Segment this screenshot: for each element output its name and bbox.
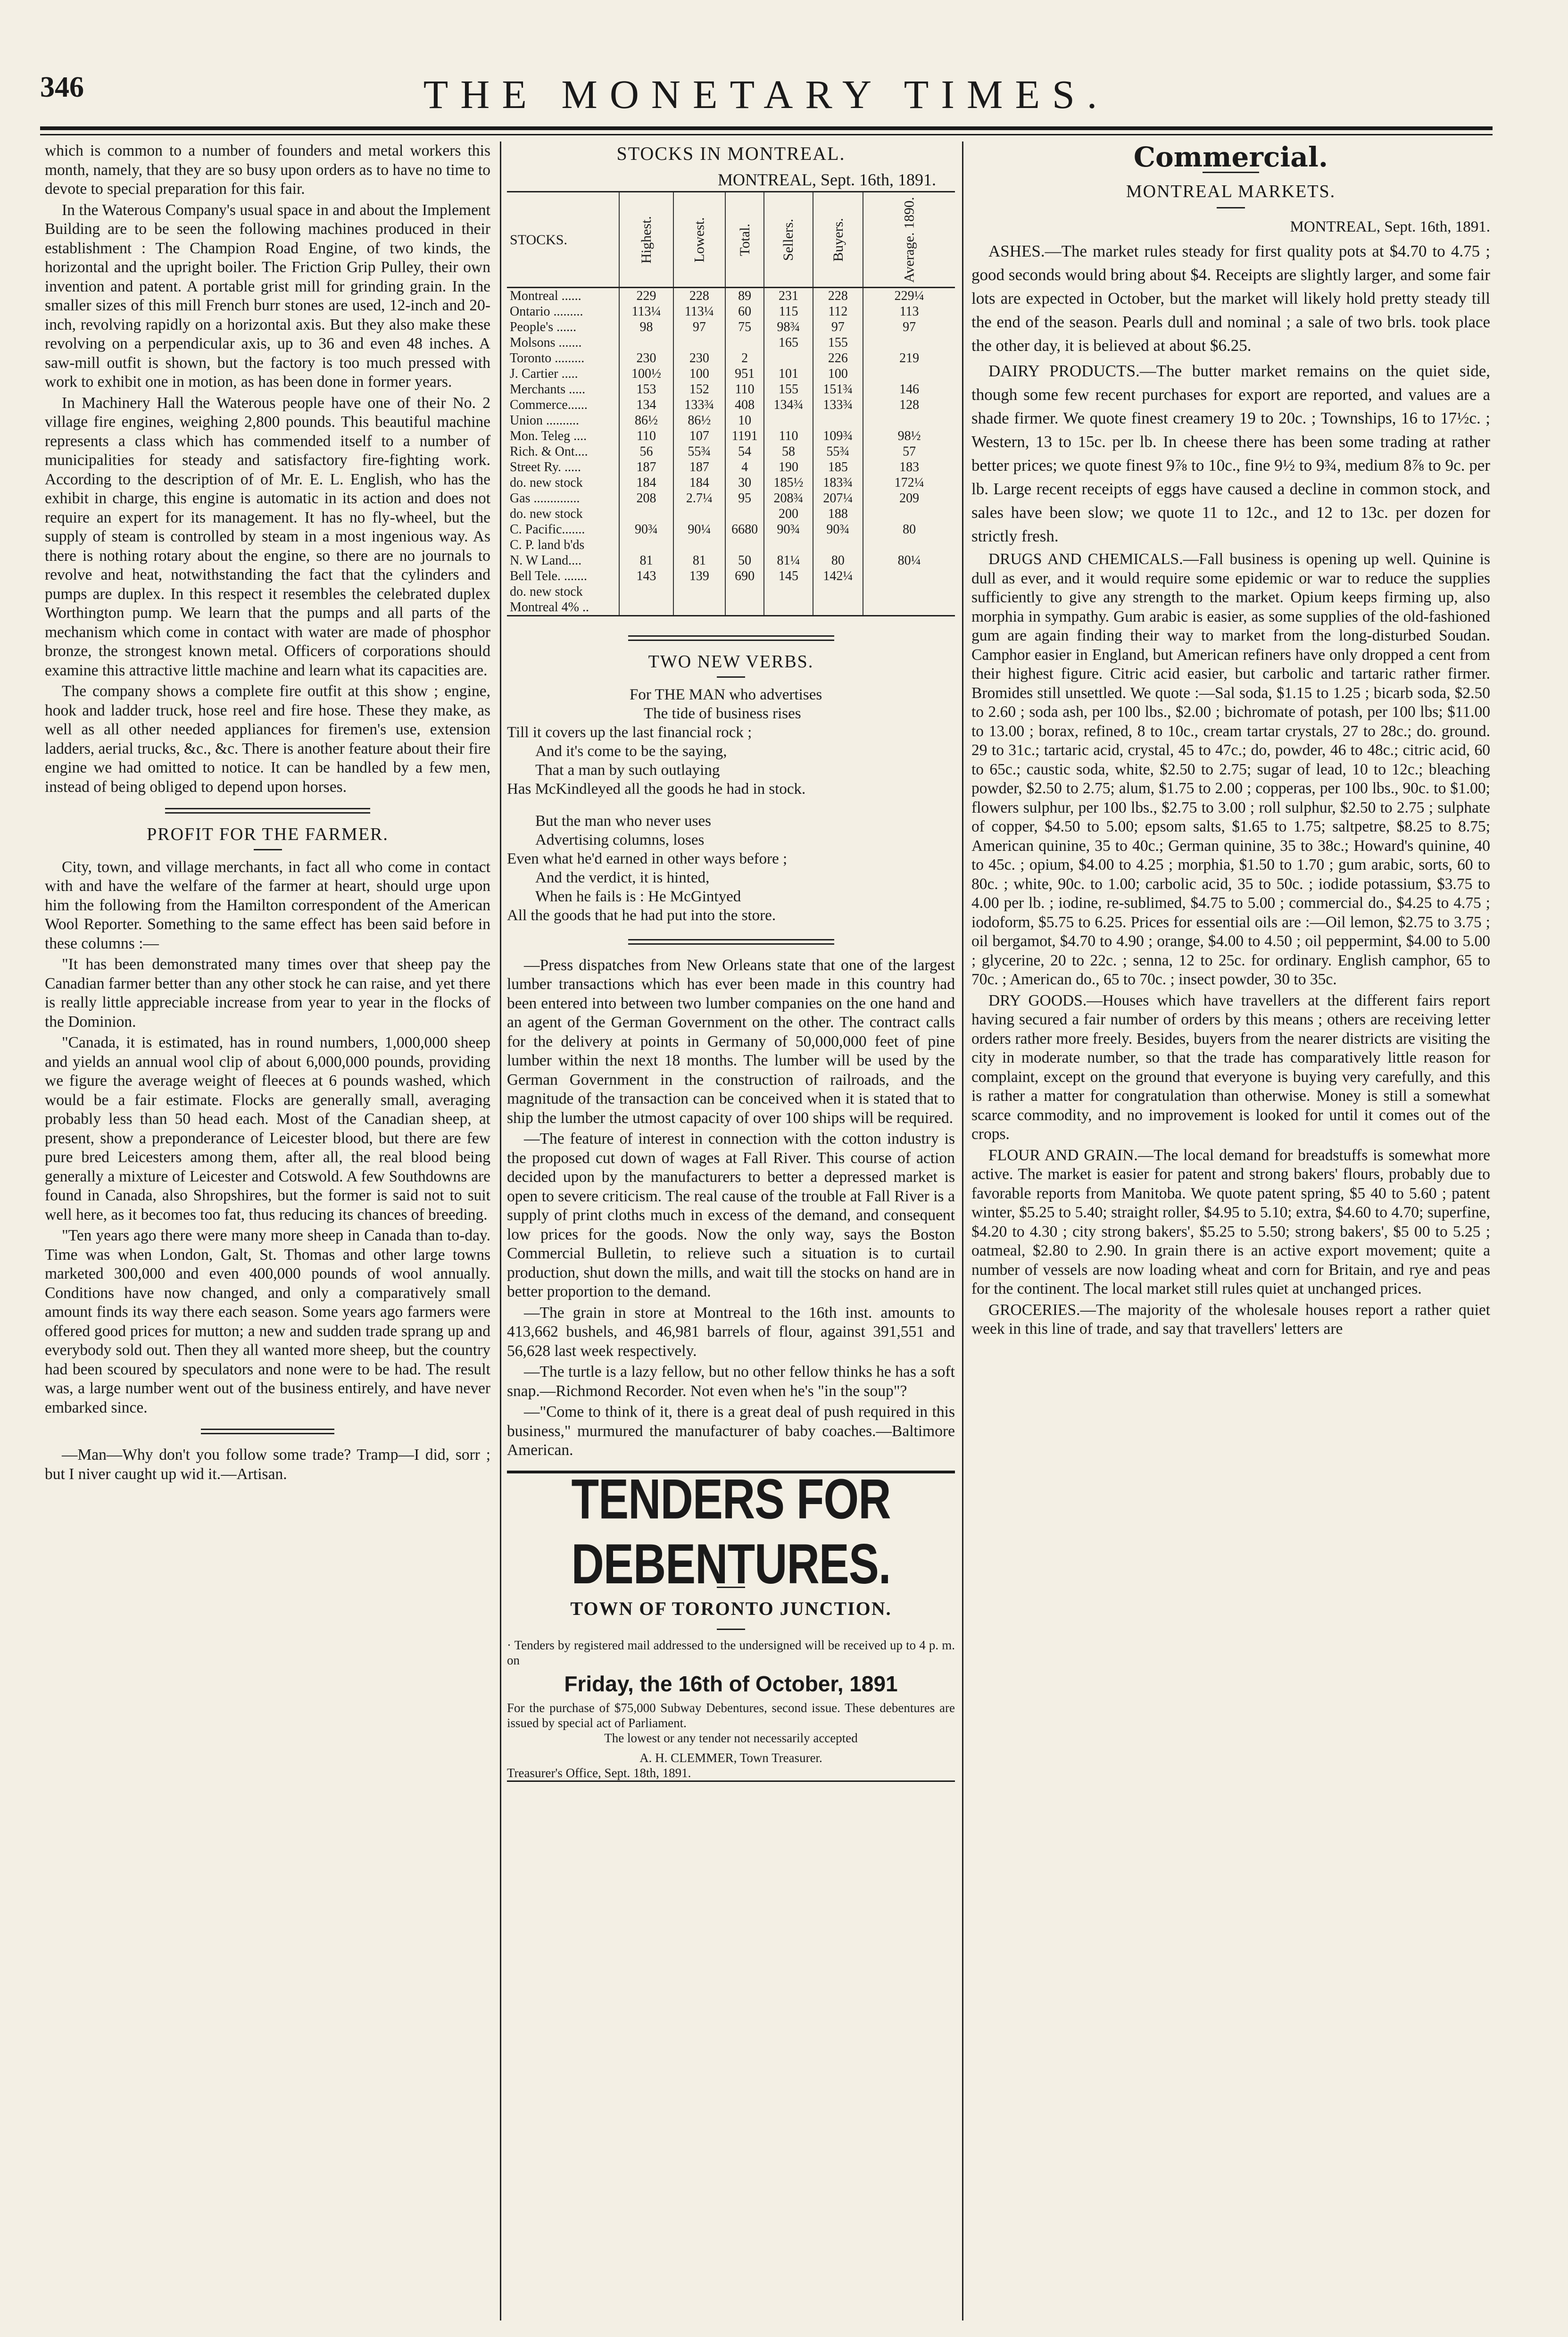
stock-value-cell: 155 — [764, 382, 813, 397]
short-rule — [717, 676, 745, 678]
column-3 — [971, 141, 1490, 1341]
stock-value-cell: 90¾ — [619, 522, 673, 537]
poem-line — [507, 798, 955, 812]
poem-line: And it's come to be the saying, — [535, 742, 727, 760]
section-heading-commercial: Commercial. — [1133, 141, 1328, 173]
news-paragraph: —The feature of interest in connection with the cotton industry is the proposed cut down of wages at Fall River. This course of action decided upon by the manufacturers to better a depressed market is open to severe criticism. The real cause of the trouble at Fall River is a supply of print cloths much in excess of the demand, and consequent low prices for the goods. Now the only way, says the Boston Commercial Bulletin, to relieve such a situation is to curtail production, shut down the mills, and wait till the stocks on hand are in better proportion to the demand. — [507, 1130, 955, 1300]
stock-value-cell: 97 — [863, 319, 955, 335]
stock-name-cell: Montreal ...... — [510, 289, 581, 303]
stocks-date: MONTREAL, Sept. 16th, 1891. — [718, 170, 936, 189]
stock-row — [507, 491, 955, 506]
stock-value-cell: 90¾ — [764, 522, 813, 537]
stock-value-cell: 109¾ — [813, 428, 863, 444]
stock-value-cell: 208¾ — [764, 491, 813, 506]
stock-value-cell — [619, 537, 673, 553]
stock-value-cell: 100 — [673, 366, 725, 382]
stock-name-cell: Merchants ..... — [510, 382, 586, 397]
market-date: MONTREAL, Sept. 16th, 1891. — [1290, 218, 1490, 235]
article-paragraph: In the Waterous Company's usual space in and about the Implement Building are to be seen the following machines produced in their establishment : The Champion Road Engine, of two kinds, the horizontal and the upright boiler. The Friction Grip Pulley, their own invention and patent. A portable grist mill for grinding grain. In the smaller sizes of this mill French burr stones are used, 12-inch and 20-inch, revolving rapidly on a horizontal axis. But they also make these revolving on a perpendicular axis, up to 36 and even 48 inches. A saw-mill outfit is shown, but the factory is too much pressed with work to exhibit one in motion, as has been done in former years. — [45, 201, 490, 391]
stock-row — [507, 599, 955, 616]
column-header: Highest. — [619, 192, 673, 288]
stock-value-cell — [863, 335, 955, 350]
ad-signer: A. H. CLEMMER, Town Treasurer. — [639, 1750, 822, 1765]
stock-name-cell: N. W Land.... — [510, 553, 582, 568]
stock-value-cell: 134¾ — [764, 397, 813, 413]
stock-value-cell: 110 — [764, 428, 813, 444]
stock-name-cell: do. new stock — [510, 584, 583, 599]
header-rule-thin — [40, 134, 1493, 135]
stock-value-cell — [813, 537, 863, 553]
stock-row — [507, 319, 955, 335]
poem-line: All the goods that he had put into the store. — [507, 907, 776, 924]
stock-value-cell: 188 — [813, 506, 863, 522]
stock-name-cell: People's ...... — [510, 320, 577, 334]
stock-value-cell: 145 — [764, 568, 813, 584]
stock-value-cell: 90¾ — [813, 522, 863, 537]
ad-date: Friday, the 16th of October, 1891 — [564, 1672, 898, 1696]
stock-value-cell: 55¾ — [813, 444, 863, 459]
stock-value-cell: 133¾ — [813, 397, 863, 413]
stock-value-cell: 54 — [725, 444, 764, 459]
stock-value-cell — [673, 584, 725, 599]
stock-value-cell: 185½ — [764, 475, 813, 491]
stock-value-cell: 89 — [725, 288, 764, 304]
stock-value-cell: 86½ — [673, 413, 725, 428]
stock-value-cell: 110 — [619, 428, 673, 444]
stock-value-cell: 408 — [725, 397, 764, 413]
article-paragraph: In Machinery Hall the Waterous people have one of their No. 2 village fire engines, weighing 2,800 pounds. This beautiful machine represents a class which has commended itself to a number of municipalities for steady and satisfactory fire-fighting work. According to the description of of Mr. E. L. English, who has the exhibit in charge, this engine is automatic in its action and does not require an expert for its management. It has no fly-wheel, but the supply of steam is controlled by steam in a most ingenious way. As there is nothing rotary about the engine, so there are no journals to revolve and heat, notwithstanding the fact that the cylinders and pumps are duplex. In this respect it resembles the celebrated duplex Worthington pump. We learn that the pumps and all parts of the mechanism which come in contact with water are made of phosphor bronze, the strongest known metal. Officers of corporations should examine this attractive little machine and learn what its capacities are. — [45, 394, 490, 679]
stock-row — [507, 397, 955, 413]
stock-name-cell: Toronto ......... — [510, 351, 585, 366]
header-rule — [40, 126, 1493, 130]
stock-value-cell: 112 — [813, 304, 863, 319]
stock-value-cell: 100½ — [619, 366, 673, 382]
stock-value-cell: 209 — [863, 491, 955, 506]
stock-value-cell: 58 — [764, 444, 813, 459]
stock-value-cell: 133¾ — [673, 397, 725, 413]
stock-row — [507, 350, 955, 366]
stock-value-cell: 155 — [813, 335, 863, 350]
stock-value-cell: 229¼ — [863, 288, 955, 304]
stock-row — [507, 444, 955, 459]
stock-value-cell: 146 — [863, 382, 955, 397]
stock-value-cell: 200 — [764, 506, 813, 522]
stock-value-cell — [725, 537, 764, 553]
stock-value-cell — [764, 584, 813, 599]
article-paragraph: The company shows a complete fire outfit at this show ; engine, hook and ladder truck, hose reel and fire hose. These they make, as well as all other needed appliances for firemen's use, extension ladders, aerial trucks, &c., &c. There is another feature about their fire engine we had omitted to notice. It can be handled by a few men, instead of being obliged to depend upon horses. — [45, 682, 490, 796]
stock-name-cell: Montreal 4% .. — [507, 599, 619, 616]
stock-value-cell — [764, 599, 813, 616]
short-rule — [254, 849, 282, 850]
stock-value-cell: 187 — [619, 459, 673, 475]
stock-value-cell — [813, 413, 863, 428]
stock-value-cell: 100 — [813, 366, 863, 382]
stock-value-cell — [725, 599, 764, 616]
stock-value-cell: 97 — [813, 319, 863, 335]
stock-name-cell: Mon. Teleg .... — [510, 429, 587, 443]
stock-value-cell — [673, 335, 725, 350]
column-header: Total. — [725, 192, 764, 288]
short-rule — [717, 1629, 745, 1630]
poem-line: And the verdict, it is hinted, — [535, 869, 710, 886]
stocks-table — [507, 191, 955, 616]
poem-line: The tide of business rises — [644, 705, 801, 722]
stock-value-cell — [725, 335, 764, 350]
stock-value-cell: 190 — [764, 459, 813, 475]
stock-row — [507, 506, 955, 522]
masthead: THE MONETARY TIMES. — [423, 72, 1110, 117]
column-header: Sellers. — [764, 192, 813, 288]
stock-value-cell: 2 — [725, 350, 764, 366]
news-paragraph: —The turtle is a lazy fellow, but no other fellow thinks he has a soft snap.—Richmond Recorder. Not even when he's "in the soup"? — [507, 1363, 955, 1400]
market-heading: MONTREAL MARKETS. — [1126, 182, 1336, 201]
stock-value-cell: 115 — [764, 304, 813, 319]
stock-value-cell: 143 — [619, 568, 673, 584]
poem-line: Advertising columns, loses — [535, 831, 705, 848]
stock-name-cell: J. Cartier ..... — [510, 366, 578, 381]
stock-value-cell: 226 — [813, 350, 863, 366]
poem-title: TWO NEW VERBS. — [648, 652, 814, 672]
stock-value-cell: 139 — [673, 568, 725, 584]
market-paragraph-groceries: GROCERIES.—The majority of the wholesale houses report a rather quiet week in this line of trade, and say that travellers' letters are — [971, 1301, 1490, 1338]
ad-line: For the purchase of $75,000 Subway Debentures, second issue. These debentures are issued by special act of Parliament. — [507, 1700, 955, 1730]
column-header: STOCKS. — [507, 192, 619, 288]
stock-row — [507, 584, 955, 599]
stock-value-cell: 4 — [725, 459, 764, 475]
stock-value-cell: 80¼ — [863, 553, 955, 568]
stock-name-cell: do. new stock — [510, 507, 583, 521]
market-paragraph-dairy: DAIRY PRODUCTS.—The butter market remains on the quiet side, though some few recent purchases for export are reported, and values are a shade firmer. We quote finest creamery 19 to 20c. ; Townships, 16 to 17½c. ; Western, 13 to 15c. per lb. In cheese there has been some trading at rather better prices; we quote finest 9⅞ to 10c., fine 9½ to 9¾, medium 8⅞ to 9c. per lb. Large recent receipts of eggs have caused a decline in common stock, and sales have been slow; we quote 11 to 12c., and 12 to 13c. per dozen for strictly fresh. — [971, 362, 1490, 545]
stock-value-cell — [673, 506, 725, 522]
stock-row — [507, 459, 955, 475]
stock-value-cell: 57 — [863, 444, 955, 459]
stock-value-cell: 134 — [619, 397, 673, 413]
stock-value-cell: 185 — [813, 459, 863, 475]
poem-line: When he fails is : He McGintyed — [535, 888, 741, 905]
stock-value-cell: 55¾ — [673, 444, 725, 459]
stock-value-cell: 219 — [863, 350, 955, 366]
tender-advertisement — [507, 1467, 955, 1782]
stock-value-cell: 229 — [619, 288, 673, 304]
article-paragraph: which is common to a number of founders and metal workers this month, namely, that they are so busy upon orders as to have no time to devote to special preparation for this fair. — [45, 142, 490, 198]
column-2 — [507, 141, 955, 1782]
stock-value-cell: 101 — [764, 366, 813, 382]
stock-name-cell: Bell Tele. ....... — [510, 569, 587, 583]
poem-line: That a man by such outlaying — [535, 761, 720, 779]
article-paragraph: "Ten years ago there were many more sheep in Canada than to-day. Time was when London, Galt, St. Thomas and other large towns marketed 300,000 and even 400,000 pounds of wool annually. Conditions have now changed, and only a comparatively small amount finds its way there each season. Some years ago farmers were offered good prices for mutton; a new and sudden trade sprang up and everybody sold out. Then they all wanted more sheep, but the country had been scoured by speculators and none were to be had. The result was, a large number went out of the business entirely, and have never embarked since. — [45, 1227, 490, 1416]
page-header — [40, 71, 1493, 123]
stock-value-cell — [863, 568, 955, 584]
article-paragraph: "It has been demonstrated many times over that sheep pay the Canadian farmer better than any other stock he can raise, and yet there is really little appreciable increase from year to year in the flocks of the Dominion. — [45, 956, 490, 1031]
stock-name-cell: C. Pacific....... — [510, 522, 585, 537]
stock-name-cell: Union .......... — [510, 413, 579, 428]
article-paragraph: "Canada, it is estimated, has in round numbers, 1,000,000 sheep and yields an annual wool clip of about 6,000,000 pounds, providing we figure the average weight of fleeces at 6 pounds washed, which would be a fair estimate. Flocks are generally small, averaging probably less than 50 head each. Most of the Canadian sheep, at present, show a preponderance of Leicester blood, but there are few pure bred Leicesters among them, after all, the real blood being generally a mixture of Leicester and Cotswold. A few Southdowns are found in Canada, also Shropshires, but the former is said not to suit well here, as it becomes too fat, thus reducing its chances of breeding. — [45, 1034, 490, 1223]
stock-value-cell — [764, 537, 813, 553]
stock-value-cell: 208 — [619, 491, 673, 506]
ad-town: TOWN OF TORONTO JUNCTION. — [570, 1597, 892, 1619]
stock-value-cell — [673, 599, 725, 616]
stock-row — [507, 537, 955, 553]
stock-value-cell — [813, 584, 863, 599]
stock-value-cell: 56 — [619, 444, 673, 459]
poem-line: Has McKindleyed all the goods he had in stock. — [507, 780, 806, 798]
news-paragraph: —"Come to think of it, there is a great deal of push required in this business," murmured the manufacturer of baby coaches.—Baltimore American. — [507, 1403, 955, 1459]
stock-value-cell — [863, 413, 955, 428]
section-divider — [165, 808, 370, 814]
column-1 — [45, 141, 490, 1486]
stock-row — [507, 366, 955, 382]
stock-value-cell: 228 — [673, 288, 725, 304]
stock-name-cell: C. P. land b'ds — [510, 538, 585, 552]
stock-value-cell — [725, 506, 764, 522]
stock-row — [507, 335, 955, 350]
stock-value-cell: 2.7¼ — [673, 491, 725, 506]
stock-value-cell: 80 — [813, 553, 863, 568]
stock-value-cell: 184 — [619, 475, 673, 491]
stock-row — [507, 428, 955, 444]
stock-value-cell: 165 — [764, 335, 813, 350]
stock-value-cell: 10 — [725, 413, 764, 428]
stock-value-cell — [863, 599, 955, 616]
column-divider-2 — [962, 141, 963, 2320]
stock-name-cell: Street Ry. ..... — [510, 460, 581, 474]
stocks-body — [507, 288, 955, 616]
stock-value-cell: 228 — [813, 288, 863, 304]
stock-value-cell — [619, 599, 673, 616]
stock-value-cell: 113¼ — [619, 304, 673, 319]
news-paragraph: —The grain in store at Montreal to the 16th inst. amounts to 413,662 bushels, and 46,981 barrels of flour, against 391,551 and 56,628 last week respectively. — [507, 1304, 955, 1360]
stock-value-cell: 6680 — [725, 522, 764, 537]
section-divider — [628, 635, 834, 641]
stock-value-cell: 98¾ — [764, 319, 813, 335]
stock-row — [507, 413, 955, 428]
stock-value-cell: 113¼ — [673, 304, 725, 319]
stock-value-cell: 97 — [673, 319, 725, 335]
stock-row — [507, 288, 955, 304]
stock-name-cell: Gas .............. — [510, 491, 580, 506]
stock-value-cell: 95 — [725, 491, 764, 506]
stock-name-cell: Commerce...... — [510, 398, 588, 412]
stock-value-cell — [863, 506, 955, 522]
stock-value-cell: 142¼ — [813, 568, 863, 584]
stock-value-cell: 231 — [764, 288, 813, 304]
stock-value-cell: 90¼ — [673, 522, 725, 537]
stock-value-cell: 81 — [673, 553, 725, 568]
stock-value-cell — [673, 537, 725, 553]
stock-value-cell: 172¼ — [863, 475, 955, 491]
stocks-header-row — [507, 192, 955, 288]
stock-row — [507, 304, 955, 319]
stock-row — [507, 382, 955, 397]
stock-value-cell: 30 — [725, 475, 764, 491]
ad-title: TENDERS FOR DEBENTURES. — [571, 1467, 891, 1596]
stock-value-cell: 151¾ — [813, 382, 863, 397]
page-number: 346 — [40, 71, 84, 103]
stock-name-cell: Ontario ......... — [510, 304, 583, 319]
stock-value-cell: 951 — [725, 366, 764, 382]
stock-value-cell: 98½ — [863, 428, 955, 444]
section-divider — [628, 939, 834, 945]
ad-line: · Tenders by registered mail addressed to the undersigned will be received up to 4 p. m. on — [507, 1638, 955, 1667]
stock-row — [507, 522, 955, 537]
stock-value-cell: 183 — [863, 459, 955, 475]
stock-row — [507, 568, 955, 584]
stock-value-cell: 50 — [725, 553, 764, 568]
stock-value-cell: 230 — [673, 350, 725, 366]
column-header: Buyers. — [813, 192, 863, 288]
stock-name-cell: Rich. & Ont.... — [510, 444, 588, 459]
short-rule — [1217, 207, 1245, 208]
column-divider-1 — [500, 141, 501, 2320]
stock-value-cell: 60 — [725, 304, 764, 319]
section-divider — [201, 1429, 335, 1434]
stock-value-cell: 107 — [673, 428, 725, 444]
column-header: Average. 1890. — [863, 192, 955, 288]
stock-value-cell: 184 — [673, 475, 725, 491]
stock-value-cell: 187 — [673, 459, 725, 475]
stock-value-cell — [619, 335, 673, 350]
stock-value-cell: 690 — [725, 568, 764, 584]
column-header: Lowest. — [673, 192, 725, 288]
stock-value-cell — [764, 413, 813, 428]
market-paragraph-drugs: DRUGS AND CHEMICALS.—Fall business is opening up well. Quinine is dull as ever, and it would require some epidemic or war to reduce the supplies sufficiently to give any strength to the market. Opium keeps firming up, also morphia in sympathy. Gum arabic is easier, as some supplies of the old-fashioned gum are again finding their way to market from the long-disturbed Soudan. Camphor easier in England, but American refiners have only dropped a cent from their highest figure. Citric acid easier, but carbolic and tartaric rather firmer. Bromides still unsettled. We quote :—Sal soda, $1.15 to 1.25 ; bicarb soda, $2.50 to 2.60 ; soda ash, per 100 lbs., $2.00 ; bichromate of potash, per 100 lbs; $11.00 to 13.00 ; borax, refined, 8 to 10c., cream tartar crystals, 27 to 28c.; do. ground. 29 to 31c.; tartaric acid, crystal, 45 to 47c.; do, powder, 46 to 48c.; citric acid, 60 to 65c.; caustic soda, white, $2.50 to 2.75; sugar of lead, 10 to 12c.; bleaching powder, $2.50 to 2.75; alum, $1.75 to 2.00 ; copperas, per 100 lbs., 90c. to $1.00; flowers sulphur, per 100 lbs., $2.75 to 3.00 ; roll sulphur, $2.50 to 2.75 ; sulphate of copper, $4.50 to 5.00; epsom salts, $1.65 to 1.75; saltpetre, $8.25 to 8.75; American quinine, 35 to 40c.; German quinine, 35 to 38c.; Howard's quinine, 40 to 45c. ; opium, $4.00 to 4.25 ; morphia, $1.50 to 1.70 ; gum arabic, sorts, 60 to 80c. ; white, 90c. to 1.00; carbolic acid, 35 to 50c. ; iodide potassium, $3.75 to 4.00 per lb. ; iodine, re-sublimed, $4.75 to 5.00 ; commercial do., $4.25 to 4.75 ; iodoform, $5.75 to 6.25. Prices for essential oils are :—Oil lemon, $2.75 to 3.75 ; oil bergamot, $4.70 to 4.90 ; orange, $4.00 to 4.50 ; oil peppermint, $4.00 to 5.00 ; glycerine, 20 to 22c. ; senna, 12 to 25c. for ordinary. English camphor, 65 to 70c. ; American do., 65 to 70c. ; insect powder, 30 to 35c. — [971, 550, 1490, 988]
stock-row — [507, 475, 955, 491]
stock-value-cell — [764, 350, 813, 366]
market-paragraph-ashes: ASHES.—The market rules steady for first quality pots at $4.70 to 4.75 ; good seconds would bring about $4. Receipts are slightly larger, and some fair lots are expected in October, but the market will likely hold pretty steady till the end of the season. Pearls dull and nominal ; a sale of two brls. took place the other day, it is believed at about $6.25. — [971, 242, 1490, 355]
market-paragraph-dry-goods: DRY GOODS.—Houses which have travellers at the different fairs report having secured a fair number of orders by this means ; others are receiving letter orders rather more freely. Besides, buyers from the nearer districts are visiting the city in moderate number, so that the trade has comparatively little reason for complaint, except on the ground that everyone is buying very carefully, and this is rather a matter for congratulation than otherwise. Money is still a somewhat scarce commodity, and no improvement is looked for until it comes out of the crops. — [971, 991, 1490, 1143]
stock-value-cell — [863, 537, 955, 553]
poem-line: Till it covers up the last financial rock ; — [507, 724, 752, 741]
stock-value-cell: 230 — [619, 350, 673, 366]
stock-row — [507, 553, 955, 568]
stock-value-cell — [619, 506, 673, 522]
article-paragraph: —Man—Why don't you follow some trade? Tramp—I did, sorr ; but I niver caught up wid it.—Artisan. — [45, 1446, 490, 1483]
stock-value-cell — [863, 366, 955, 382]
news-paragraph: —Press dispatches from New Orleans state that one of the largest lumber transactions which has ever been made in this country had been entered into between two lumber companies on the one hand and an agent of the German Government on the other. The contract calls for the delivery at points in Germany of 50,000,000 feet of pine lumber within the next 18 months. The lumber will be used by the German Government in the construction of railroads, and the magnitude of the transaction can be conceived when it is stated that to ship the lumber the utmost capacity of over 100 ships will be required. — [507, 956, 955, 1127]
stock-value-cell — [813, 599, 863, 616]
poem — [507, 685, 955, 925]
stock-value-cell — [725, 584, 764, 599]
stock-value-cell: 75 — [725, 319, 764, 335]
stock-value-cell: 110 — [725, 382, 764, 397]
stock-value-cell: 153 — [619, 382, 673, 397]
ad-office: Treasurer's Office, Sept. 18th, 1891. — [507, 1765, 691, 1780]
stock-value-cell: 183¾ — [813, 475, 863, 491]
poem-line: Even what he'd earned in other ways before ; — [507, 850, 788, 867]
stock-value-cell: 152 — [673, 382, 725, 397]
stock-value-cell: 113 — [863, 304, 955, 319]
stock-value-cell: 86½ — [619, 413, 673, 428]
poem-line: But the man who never uses — [535, 812, 712, 830]
article-paragraph: City, town, and village merchants, in fact all who come in contact with and have the welfare of the farmer at heart, should urge upon him the following from the Hamilton correspondent of the American Wool Reporter. Something to the same effect has been said before in these columns :— — [45, 858, 490, 952]
stock-value-cell — [863, 584, 955, 599]
stock-value-cell: 128 — [863, 397, 955, 413]
stock-value-cell: 1191 — [725, 428, 764, 444]
ad-line: The lowest or any tender not necessarily accepted — [604, 1730, 858, 1745]
stock-name-cell: Molsons ....... — [510, 335, 582, 350]
poem-line: For THE MAN who advertises — [630, 686, 822, 703]
stock-value-cell: 207¼ — [813, 491, 863, 506]
section-heading: PROFIT FOR THE FARMER. — [147, 824, 389, 844]
stock-value-cell: 81¼ — [764, 553, 813, 568]
stock-name-cell: do. new stock — [510, 475, 583, 490]
stock-value-cell: 98 — [619, 319, 673, 335]
stock-value-cell: 81 — [619, 553, 673, 568]
stocks-title: STOCKS IN MONTREAL. — [616, 143, 846, 164]
market-paragraph-flour: FLOUR AND GRAIN.—The local demand for breadstuffs is somewhat more active. The market is easier for patent and strong bakers' flours, probably due to favorable reports from Manitoba. We quote patent spring, $5 40 to 5.60 ; patent winter, $5.25 to 5.40; straight roller, $4.95 to 5.10; extra, $4.60 to 4.70; superfine, $4.20 to 4.30 ; city strong bakers', $5.25 to 5.50; strong bakers', $5 00 to 5.25 ; oatmeal, $2.80 to 2.90. In grain there is an active export movement; quite a number of vessels are now loading wheat and corn for Britain, and rye and peas for the continent. The local market still rules quiet at unchanged prices. — [971, 1146, 1490, 1297]
stock-value-cell: 80 — [863, 522, 955, 537]
stock-value-cell — [619, 584, 673, 599]
